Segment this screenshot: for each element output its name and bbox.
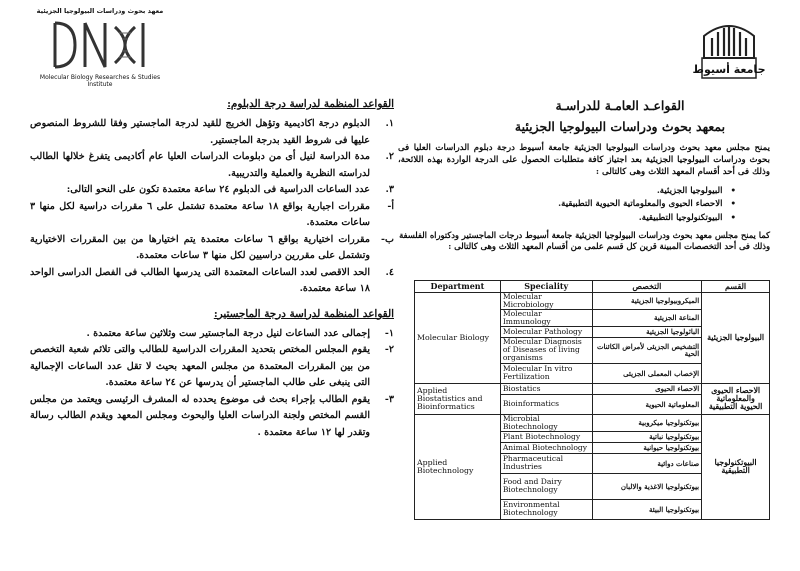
item-text: مقررات اجبارية بواقع ١٨ ساعة معتمدة تشتمل على ٦ مقررات دراسية لكل منها ٣ ساعات معتمدة. xyxy=(30,200,370,228)
specialty-ar-cell: الباثولوجيا الجزيئية xyxy=(592,326,702,337)
specialty-cell: Molecular Immunology xyxy=(500,309,592,326)
list-item xyxy=(30,116,394,149)
specialty-cell: Animal Biotechnology xyxy=(500,442,592,453)
list-item xyxy=(30,149,394,182)
item-number: ٢. xyxy=(385,151,394,162)
list-item xyxy=(30,182,394,199)
item-text: الدبلوم درجة اكاديمية وتؤهل الخريج للقيد لدرجة الماجستير وفقا للشروط المنصوص عليها فى شروط القيد بدرجة الماجستير. xyxy=(30,118,370,146)
specialty-ar-cell: بيوتكنولوجيا ميكروبية xyxy=(592,414,702,431)
list-item xyxy=(30,342,394,392)
table-header-row xyxy=(415,281,770,293)
list-item xyxy=(30,232,394,265)
item-number: ٣. xyxy=(385,184,394,195)
item-number: أ- xyxy=(387,200,394,212)
department-ar-cell: البيوتكنولوجيا التطبيقية xyxy=(702,414,770,519)
specialty-ar-cell: التشخيص الجزيئى لأمراض الكائنات الحية xyxy=(592,337,702,363)
list-item: • الاحصاء الحيوى والمعلوماتية الحيوية التطبيقية. xyxy=(398,198,736,212)
table-row xyxy=(415,383,770,394)
item-number: ٤. xyxy=(385,266,394,278)
department-ar-cell: الاحصاء الحيوى والمعلوماتية الحيوية التطبيقية xyxy=(702,383,770,414)
department-ar-cell: البيولوجيا الجزيئية xyxy=(702,293,770,384)
specialty-cell: Molecular In vitro Fertilization xyxy=(500,363,592,383)
item-text: يقوم الطالب بإجراء بحث فى موضوع يحدده له المشرف الرئيسى ويعتمد من مجلس القسم المختص ولجنة الدراسات العليا والبحوث ومجلس المعهد ويقدم الطالب رسالة وتقدر لها ١٢ ساعة معتمدة . xyxy=(30,393,370,438)
specialty-cell: Biostatics xyxy=(500,383,592,394)
list-item: • البيوتكنولوجيا التطبيقية. xyxy=(398,212,736,226)
university-emblem-icon xyxy=(692,14,766,80)
institute-logo xyxy=(30,8,170,88)
item-number: ب- xyxy=(380,233,394,245)
general-rules-section xyxy=(398,98,770,253)
specialty-cell: Pharmaceutical Industries xyxy=(500,453,592,473)
institute-name-ar: معهد بحوث ودراسات البيولوجيا الجزيئية xyxy=(36,7,164,15)
header-specialty: Speciality xyxy=(500,281,592,293)
list-item xyxy=(30,392,394,442)
item-text: مدة الدراسة لنيل أى من دبلومات الدراسات العليا عام أكاديمى يتفرغ خلالها الطالب لدراسته النظرية والعملية والتدريبية. xyxy=(30,151,370,179)
study-rules-section xyxy=(30,98,394,441)
institute-subtitle: بمعهد بحوث ودراسات البيولوجيا الجزيئية xyxy=(514,119,726,134)
specialty-cell: Bioinformatics xyxy=(500,394,592,414)
master-rules-list xyxy=(30,326,394,442)
master-intro-paragraph: كما يمنح مجلس معهد بحوث ودراسات البيولوجيا الجزيئية جامعة أسيوط درجات الماجستير ودكتوراه الفلسفة وذلك فى أحد التخصصات المبينة قرين كل قسم علمى من أقسام المعهد الثلاث وهى كالتالى : xyxy=(399,229,770,252)
diploma-intro-paragraph: يمنح مجلس معهد بحوث ودراسات البيولوجيا الجزيئية جامعة أسيوط درجة دبلوم الدراسات العليا فى بحوث ودراسات البيولوجيا الجزيئية بعد اجتياز كافة متطلبات الحصول على الدرجة الواردة بهذه اللائحة، وذلك فى أحد أقسام المعهد الثلاث وهى كالتالى : xyxy=(398,143,770,178)
list-item: • البيولوجيا الجزيئية. xyxy=(398,185,736,199)
general-rules-title: القواعـد العامـة للدراسـة xyxy=(555,98,685,113)
department-cell: Applied Biostatistics and Bioinformatics xyxy=(415,383,501,414)
department-cell: Molecular Biology xyxy=(415,293,501,384)
specialties-table xyxy=(414,280,770,520)
specialty-cell: Food and Dairy Biotechnology xyxy=(500,473,592,499)
department-cell: Applied Biotechnology xyxy=(415,414,501,519)
specialty-cell: Plant Biotechnology xyxy=(500,431,592,442)
item-number: ١. xyxy=(385,118,394,129)
master-rules-title: القواعد المنظمة لدراسة درجة الماجستير: xyxy=(213,307,394,320)
specialty-ar-cell: بيوتكنولوجيا نباتية xyxy=(592,431,702,442)
specialty-cell: Molecular Diagnosis of Diseases of living organisms xyxy=(500,337,592,363)
list-item xyxy=(30,199,394,232)
table-row xyxy=(415,414,770,431)
institute-name-en: Molecular Biology Researches & Studies Institute xyxy=(39,74,161,88)
specialty-cell: Molecular Microbiology xyxy=(500,293,592,310)
specialty-ar-cell: الميكروبيولوجيا الجزيئية xyxy=(592,293,702,310)
header-department: Department xyxy=(415,281,501,293)
specialty-ar-cell: المعلوماتية الحيوية xyxy=(592,394,702,414)
specialty-cell: Molecular Pathology xyxy=(500,326,592,337)
item-number: ٣- xyxy=(384,393,394,405)
specialty-ar-cell: صناعات دوائية xyxy=(592,453,702,473)
list-item xyxy=(30,265,394,298)
diploma-rules-title: القواعد المنظمة لدراسة درجة الدبلوم: xyxy=(227,98,394,110)
item-text: إجمالى عدد الساعات لنيل درجة الماجستير ست وثلاثين ساعة معتمدة . xyxy=(86,327,370,339)
item-number: ١- xyxy=(384,327,394,339)
table-row xyxy=(415,293,770,310)
item-text: الحد الاقصى لعدد الساعات المعتمدة التى يدرسها الطالب فى الفصل الدراسى الواحد ١٨ ساعة معتمدة. xyxy=(30,266,370,294)
university-logo-text: جامعة أسيوط xyxy=(692,63,766,76)
specialty-cell: Microbial Biotechnology xyxy=(500,414,592,431)
diploma-rules-list xyxy=(30,116,394,298)
specialty-ar-cell: بيوتكنولوجيا حيوانية xyxy=(592,442,702,453)
specialty-cell: Environmental Biotechnology xyxy=(500,499,592,519)
item-number: ٢- xyxy=(384,344,394,355)
header-department-ar: القسم xyxy=(702,281,770,293)
item-text: عدد الساعات الدراسية فى الدبلوم ٢٤ ساعة معتمدة تكون على النحو التالى: xyxy=(66,184,370,195)
specialty-ar-cell: بيوتكنولوجيا البيئة xyxy=(592,499,702,519)
item-text: مقررات اختيارية بواقع ٦ ساعات معتمدة يتم اختيارها من بين المقررات الاختيارية وتشتمل على مقررين دراسيين لكل منها ٣ ساعات معتمدة. xyxy=(30,233,371,261)
departments-list xyxy=(398,185,736,226)
dna-helix-icon xyxy=(45,17,155,73)
item-text: يقوم المجلس المختص بتحديد المقررات الدراسية للطالب والتى تلائم شعبة التخصص من بين المقررات المعتمدة من مجلس المعهد بحيث لا تقل عدد الساعات الإجمالية التى ينبغى على طالب الماجستير أن يدرسها عن ٢٤ ساعة معتمدة. xyxy=(30,344,370,388)
specialty-ar-cell: المناعة الجزيئية xyxy=(592,309,702,326)
specialty-ar-cell: بيوتكنولوجيا الاغذية والالبان xyxy=(592,473,702,499)
specialty-ar-cell: الإخصاب المعملى الجزيئى xyxy=(592,363,702,383)
university-logo xyxy=(692,14,766,80)
specialty-ar-cell: الاحصاء الحيوى xyxy=(592,383,702,394)
list-item xyxy=(30,326,394,343)
header-specialty-ar: التخصص xyxy=(592,281,702,293)
